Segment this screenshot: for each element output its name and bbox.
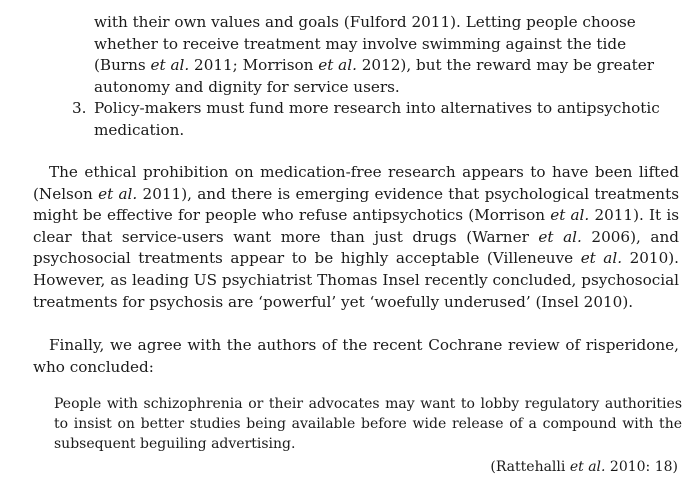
text-run: The ethical prohibition on medication-free research appears to have been lifted (Nelson — [33, 163, 679, 203]
italic-et-al: et al. — [580, 249, 623, 268]
list-item-2-continuation — [94, 12, 678, 98]
italic-et-al: et al. — [98, 184, 138, 203]
italic-et-al: et al. — [538, 227, 582, 246]
quote-text: People with schizophrenia or their advocates may want to lobby regulatory authorities to insist on better studies being available before wide release of a compound with the subsequent beguiling advertising. — [54, 396, 682, 452]
list-number: 3. — [72, 99, 87, 117]
text-run: with their own values and goals (Fulford 2011). Letting people choose whether to receive treatment may involve swimming against the tide (Burns — [94, 13, 636, 75]
text-run: 2011). It is clear that service-users want more than just drugs (Warner — [33, 206, 679, 246]
quote-citation — [490, 457, 678, 477]
list-item-text: Policy-makers must fund more research into alternatives to antipsychotic medication. — [94, 99, 660, 139]
block-quote — [54, 394, 682, 454]
paragraph-ethical-prohibition — [33, 162, 679, 313]
text-run: 2010: 18) — [605, 459, 678, 475]
italic-et-al: et al. — [150, 56, 190, 75]
text-run: 2012), but the reward may be greater autonomy and dignity for service users. — [94, 56, 655, 96]
text-run: Finally, we agree with the authors of the recent Cochrane review of risperidone, who concluded: — [33, 336, 679, 376]
text-run: (Rattehalli — [490, 459, 570, 475]
italic-et-al: et al. — [569, 459, 606, 475]
list-item-3 — [72, 98, 684, 141]
italic-et-al: et al. — [318, 56, 357, 75]
italic-et-al: et al. — [550, 206, 590, 225]
text-run: 2011), and there is emerging evidence that psychological treatments might be effective for people who refuse antipsychotics (Morrison — [33, 184, 679, 225]
text-run: 2011; Morrison — [189, 56, 319, 75]
text-run: 2010). However, as leading US psychiatrist Thomas Insel recently concluded, psychosocial treatments for psychosis are ‘powerful’ yet ‘woefully underused’ (Insel 2010). — [33, 249, 679, 311]
paragraph-finally — [33, 335, 679, 378]
text-run: 2006), and psychosocial treatments appear to be highly acceptable (Villeneuve — [33, 227, 679, 268]
